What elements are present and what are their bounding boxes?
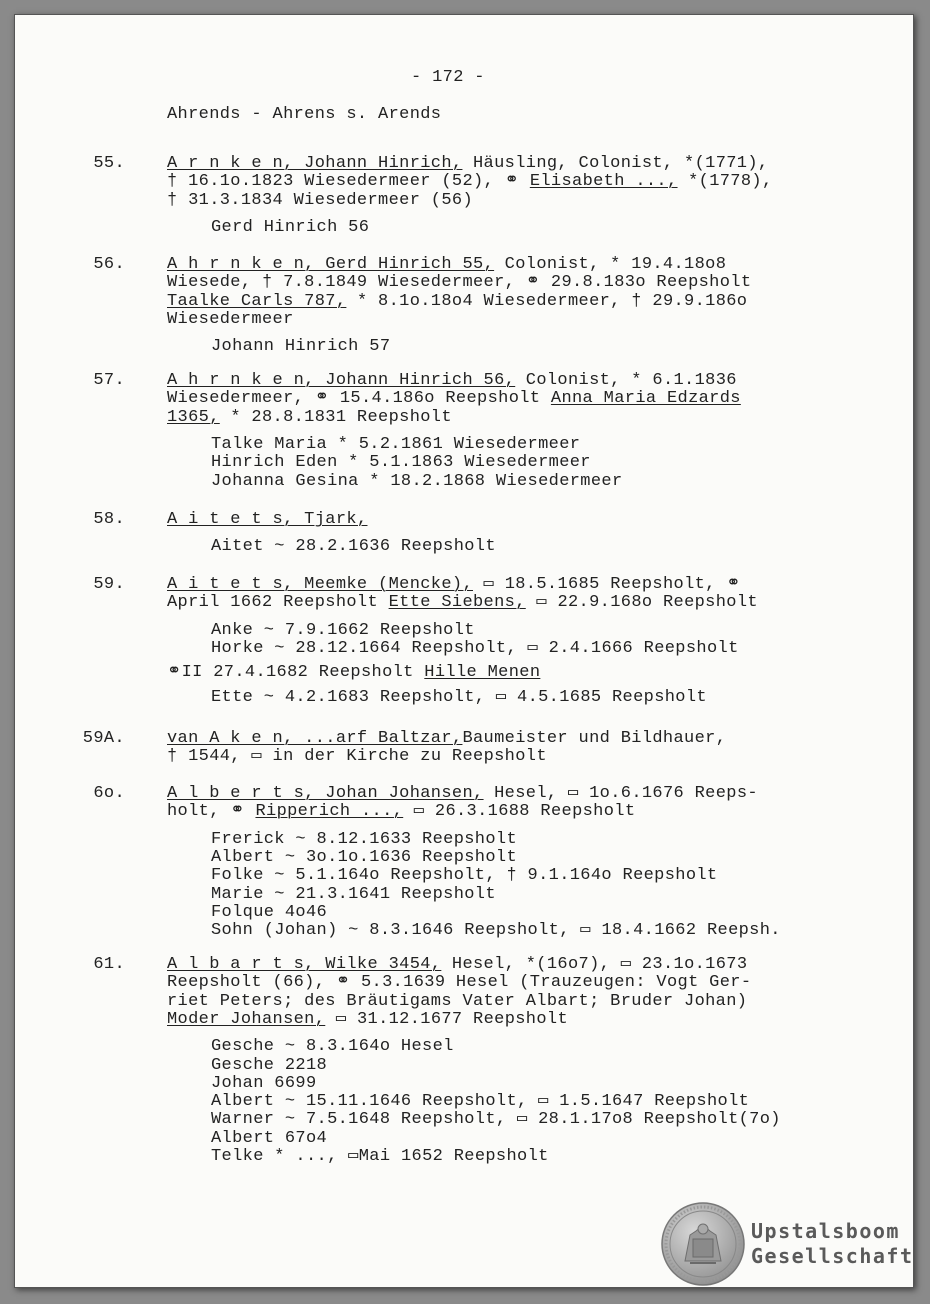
cross-reference-header: Ahrends - Ahrens s. Arends	[167, 105, 442, 124]
logo-line-2: Gesellschaft	[751, 1244, 914, 1268]
underlined-name: A i t e t s, Meemke (Mencke),	[167, 575, 473, 594]
entry-line	[167, 390, 741, 408]
child-entry: Folque 4o46	[211, 902, 328, 922]
line-text: April 1662 Reepsholt	[167, 593, 389, 613]
line-text: ▭ 26.3.1688 Reepsholt	[403, 802, 636, 822]
line-text: Hesel, ▭ 1o.6.1676 Reeps-	[483, 784, 758, 803]
entry-line	[167, 409, 452, 427]
child-entry: Gesche ~ 8.3.164o Hesel	[211, 1037, 454, 1057]
line-text: Baumeister und Bildhauer,	[462, 729, 727, 748]
child-entry: Albert ~ 3o.1o.1636 Reepsholt	[211, 847, 517, 867]
entry-number: 57.	[93, 371, 125, 390]
child-entry: Aitet ~ 28.2.1636 Reepsholt	[211, 537, 496, 557]
underlined-name: 1365,	[167, 407, 220, 427]
child-entry: Hinrich Eden * 5.1.1863 Wiesedermeer	[211, 453, 591, 473]
entry-line	[167, 803, 635, 821]
entry-number: 61.	[93, 955, 125, 974]
entry-line	[167, 785, 758, 803]
line-text: Häusling, Colonist, *(1771),	[462, 154, 769, 173]
entry-line	[167, 511, 367, 529]
entry-number: 59.	[93, 575, 125, 594]
child-entry: Johanna Gesina * 18.2.1868 Wiesedermeer	[211, 471, 623, 491]
line-text: † 1544, ▭ in der Kirche zu Reepsholt	[167, 747, 547, 767]
underlined-name: A l b a r t s, Wilke 3454,	[167, 955, 442, 974]
entry-line	[167, 974, 751, 992]
entry-number: 58.	[93, 510, 125, 529]
line-text: ▭ 31.12.1677 Reepsholt	[325, 1009, 569, 1029]
entry-line	[167, 256, 726, 274]
underlined-name: Ripperich ...,	[255, 802, 404, 822]
entry-number: 56.	[93, 255, 125, 274]
entry-line	[167, 576, 741, 594]
line-text: ▭ 18.5.1685 Reepsholt, ⚭	[473, 575, 741, 594]
line-text: * 28.8.1831 Reepsholt	[219, 407, 452, 427]
page-number: - 172 -	[411, 68, 485, 87]
underlined-name: A i t e t s, Tjark,	[167, 510, 368, 529]
entry-line	[167, 372, 737, 390]
line-text: *(1778),	[677, 172, 773, 192]
entry-number: 6o.	[93, 784, 125, 803]
child-entry: Albert ~ 15.11.1646 Reepsholt, ▭ 1.5.1647 Reepsholt	[211, 1092, 750, 1112]
line-text: holt, ⚭	[167, 802, 256, 822]
child-entry: Johan 6699	[211, 1073, 317, 1093]
child-entry: Horke ~ 28.12.1664 Reepsholt, ▭ 2.4.1666 Reepsholt	[211, 638, 739, 658]
page-content	[15, 15, 913, 1287]
line-text: Wiesedermeer	[167, 309, 294, 329]
line-text: Wiesede, † 7.8.1849 Wiesedermeer, ⚭ 29.8.183o Reepsholt	[167, 273, 752, 293]
line-text: Reepsholt (66), ⚭ 5.3.1639 Hesel (Trauzeugen: Vogt Ger-	[167, 973, 752, 993]
entry-line	[167, 993, 747, 1011]
child-entry: Talke Maria * 5.2.1861 Wiesedermeer	[211, 434, 581, 454]
entry-line	[167, 173, 773, 191]
underlined-name: Moder Johansen,	[167, 1009, 326, 1029]
entry-line	[167, 594, 758, 612]
line-text: * 8.1o.18o4 Wiesedermeer, † 29.9.186o	[346, 291, 748, 311]
child-entry: Johann Hinrich 57	[211, 337, 391, 357]
entry-number: 55.	[93, 154, 125, 173]
entry-line	[167, 1011, 568, 1029]
document-page	[14, 14, 914, 1288]
child-entry: Gesche 2218	[211, 1055, 328, 1075]
underlined-name: Elisabeth ...,	[529, 172, 678, 192]
child-entry: Sohn (Johan) ~ 8.3.1646 Reepsholt, ▭ 18.4.1662 Reepsh.	[211, 921, 781, 941]
line-text: Hesel, *(16o7), ▭ 23.1o.1673	[441, 955, 748, 974]
child-entry: Ette ~ 4.2.1683 Reepsholt, ▭ 4.5.1685 Reepsholt	[211, 687, 707, 707]
child-entry: Anke ~ 7.9.1662 Reepsholt	[211, 620, 475, 640]
child-entry: Telke * ..., ▭Mai 1652 Reepsholt	[211, 1147, 549, 1166]
entry-number: 59A.	[82, 729, 125, 748]
underlined-name: A l b e r t s, Johan Johansen,	[167, 784, 484, 803]
underlined-name: A h r n k e n, Gerd Hinrich 55,	[167, 255, 495, 274]
child-entry: Gerd Hinrich 56	[211, 217, 370, 237]
seal-icon	[660, 1201, 746, 1287]
underlined-name: A r n k e n, Johann Hinrich,	[167, 154, 463, 173]
entry-line	[167, 730, 726, 748]
entry-line	[167, 293, 747, 311]
child-entry: Marie ~ 21.3.1641 Reepsholt	[211, 884, 496, 904]
entry-line	[167, 192, 473, 210]
entry-line	[167, 664, 540, 682]
child-entry: Albert 67o4	[211, 1128, 328, 1148]
line-text: Colonist, * 6.1.1836	[515, 371, 737, 390]
underlined-name: Taalke Carls 787,	[167, 291, 347, 311]
line-text: ⚭II 27.4.1682 Reepsholt	[167, 663, 425, 683]
underlined-name: van A k e n, ...arf Baltzar,	[167, 729, 463, 748]
underlined-name: Anna Maria Edzards	[550, 389, 741, 409]
entry-line	[167, 748, 547, 766]
underlined-name: Hille Menen	[424, 663, 541, 683]
child-entry: Folke ~ 5.1.164o Reepsholt, † 9.1.164o Reepsholt	[211, 866, 718, 886]
entry-line	[167, 311, 294, 329]
society-logo-text	[751, 1219, 914, 1269]
line-text: Colonist, * 19.4.18o8	[494, 255, 727, 274]
line-text: ▭ 22.9.168o Reepsholt	[525, 593, 758, 613]
line-text: † 31.3.1834 Wiesedermeer (56)	[167, 190, 473, 210]
child-entry: Warner ~ 7.5.1648 Reepsholt, ▭ 28.1.17o8 Reepsholt(7o)	[211, 1110, 781, 1130]
logo-line-1: Upstalsboom	[751, 1219, 900, 1243]
child-entry: Frerick ~ 8.12.1633 Reepsholt	[211, 829, 517, 849]
underlined-name: Ette Siebens,	[388, 593, 526, 613]
line-text: Wiesedermeer, ⚭ 15.4.186o Reepsholt	[167, 389, 551, 409]
underlined-name: A h r n k e n, Johann Hinrich 56,	[167, 371, 516, 390]
entry-line	[167, 155, 768, 173]
entry-line	[167, 956, 747, 974]
line-text: riet Peters; des Bräutigams Vater Albart; Bruder Johan)	[167, 991, 748, 1011]
line-text: † 16.1o.1823 Wiesedermeer (52), ⚭	[167, 172, 530, 192]
entry-line	[167, 274, 751, 292]
